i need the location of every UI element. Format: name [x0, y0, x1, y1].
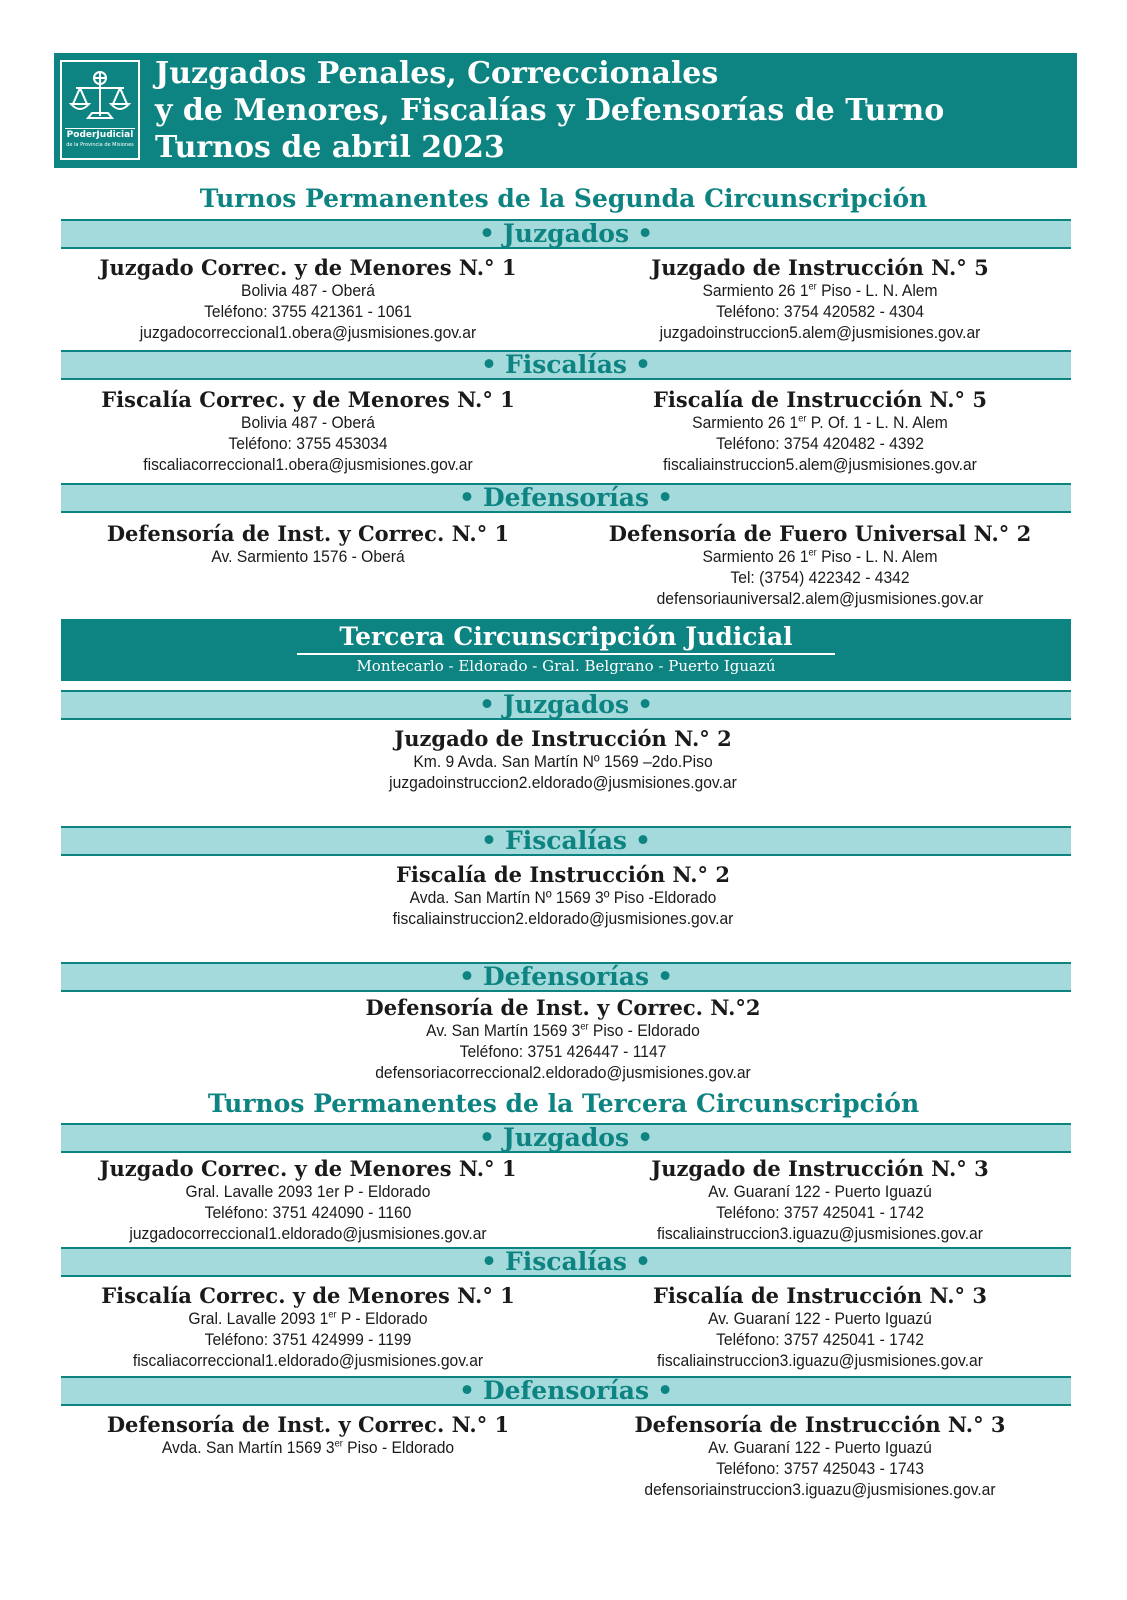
entry-address: Km. 9 Avda. San Martín Nº 1569 –2do.Piso: [413, 752, 713, 771]
entry-name: Defensoría de Fuero Universal N.° 2: [608, 521, 1032, 546]
sec1-juzgado-left: [43, 256, 573, 343]
sec3-fiscalia-left: [43, 1284, 573, 1371]
entry-email[interactable]: fiscaliainstruccion3.iguazu@jusmisiones.gov.ar: [657, 1224, 983, 1243]
entry-name: Fiscalía Correc. y de Menores N.° 1: [101, 387, 515, 412]
entry-address: Sarmiento 26 1er Piso - L. N. Alem: [702, 281, 938, 300]
entry-phone: Teléfono: 3754 420482 - 4392: [716, 434, 924, 453]
entry-email[interactable]: defensoriauniversal2.alem@jusmisiones.gov.ar: [656, 589, 984, 608]
entry-name: Fiscalía de Instrucción N.° 2: [395, 862, 730, 887]
entry-name: Juzgado Correc. y de Menores N.° 1: [99, 255, 517, 280]
entry-phone: Teléfono: 3751 426447 - 1147: [459, 1042, 667, 1061]
bar-label: Fiscalías: [504, 350, 627, 379]
sec2-fiscalia: [298, 863, 828, 929]
title-line3: Turnos de abril 2023: [155, 130, 505, 165]
entry-email[interactable]: fiscaliainstruccion2.eldorado@jusmisiones.gov.ar: [392, 909, 734, 928]
title-line1: Juzgados Penales, Correccionales: [155, 56, 719, 91]
entry-address: Av. Guaraní 122 - Puerto Iguazú: [708, 1182, 932, 1201]
sec3-fiscalia-right: [555, 1284, 1085, 1371]
sec2-fiscalias-bar: • Fiscalías •: [61, 826, 1071, 856]
entry-phone: Teléfono: 3751 424090 - 1160: [204, 1203, 412, 1222]
entry-email[interactable]: fiscaliainstruccion3.iguazu@jusmisiones.gov.ar: [657, 1351, 983, 1370]
entry-phone: Teléfono: 3757 425041 - 1742: [716, 1203, 924, 1222]
entry-email[interactable]: defensoriacorreccional2.eldorado@jusmisiones.gov.ar: [375, 1063, 751, 1082]
entry-name: Fiscalía de Instrucción N.° 3: [652, 1283, 987, 1308]
entry-name: Juzgado de Instrucción N.° 5: [651, 255, 989, 280]
sec3-defensoria-right: [555, 1413, 1085, 1500]
entry-address: Av. Sarmiento 1576 - Oberá: [211, 547, 405, 566]
sec3-defensoria-left: [43, 1413, 573, 1458]
entry-email[interactable]: fiscaliainstruccion5.alem@jusmisiones.gov.ar: [663, 455, 977, 474]
entry-name: Juzgado Correc. y de Menores N.° 1: [99, 1156, 517, 1181]
logo-caption: [65, 128, 135, 155]
sec3-juzgado-right: [555, 1157, 1085, 1244]
entry-name: Fiscalía Correc. y de Menores N.° 1: [101, 1283, 515, 1308]
scales-of-justice-icon: [68, 68, 132, 126]
entry-address: Av. Guaraní 122 - Puerto Iguazú: [708, 1309, 932, 1328]
sec3-juzgados-bar: • Juzgados •: [61, 1123, 1071, 1153]
entry-phone: Teléfono: 3755 453034: [228, 434, 388, 453]
sec3-fiscalias-bar: • Fiscalías •: [61, 1247, 1071, 1277]
entry-email[interactable]: juzgadocorreccional1.obera@jusmisiones.gov.ar: [139, 323, 477, 342]
entry-address: Bolivia 487 - Oberá: [241, 413, 375, 432]
page-header: [54, 53, 1077, 168]
bar-label: Juzgados: [502, 1123, 630, 1152]
entry-email[interactable]: juzgadoinstruccion2.eldorado@jusmisiones.gov.ar: [389, 773, 737, 792]
bar-label: Fiscalías: [504, 1247, 627, 1276]
bar-label: Juzgados: [502, 690, 630, 719]
sec3-title: Turnos Permanentes de la Tercera Circunscripción: [207, 1089, 920, 1118]
sec3-defensorias-bar: • Defensorías •: [61, 1376, 1071, 1406]
entry-phone: Teléfono: 3754 420582 - 4304: [716, 302, 924, 321]
entry-name: Defensoría de Instrucción N.° 3: [634, 1412, 1006, 1437]
entry-email[interactable]: juzgadocorreccional1.eldorado@jusmisiones.gov.ar: [129, 1224, 487, 1243]
bar-label: Defensorías: [482, 962, 650, 991]
sec2-defensorias-bar: • Defensorías •: [61, 962, 1071, 992]
logo-line2: de la Provincia de Misiones: [66, 142, 134, 148]
entry-address: Avda. San Martín Nº 1569 3º Piso -Eldorado: [409, 888, 717, 907]
entry-name: Defensoría de Inst. y Correc. N.°2: [365, 995, 761, 1020]
entry-address: Sarmiento 26 1er P. Of. 1 - L. N. Alem: [692, 413, 948, 432]
entry-phone: Tel: (3754) 422342 - 4342: [730, 568, 910, 587]
entry-phone: Teléfono: 3757 425041 - 1742: [716, 1330, 924, 1349]
bar-label: Fiscalías: [504, 826, 627, 855]
entry-name: Juzgado de Instrucción N.° 3: [651, 1156, 989, 1181]
entry-email[interactable]: juzgadoinstruccion5.alem@jusmisiones.gov.ar: [659, 323, 981, 342]
sec1-juzgado-right: [555, 256, 1085, 343]
bar-label: Defensorías: [482, 483, 650, 512]
sec1-fiscalia-left: [43, 388, 573, 475]
entry-email[interactable]: fiscaliacorreccional1.eldorado@jusmisiones.gov.ar: [132, 1351, 484, 1370]
entry-address: Av. Guaraní 122 - Puerto Iguazú: [708, 1438, 932, 1457]
entry-email[interactable]: fiscaliacorreccional1.obera@jusmisiones.gov.ar: [143, 455, 473, 474]
entry-name: Juzgado de Instrucción N.° 2: [394, 726, 732, 751]
sec2-juzgados-bar: • Juzgados •: [61, 690, 1071, 720]
entry-name: Defensoría de Inst. y Correc. N.° 1: [106, 1412, 510, 1437]
sec3-juzgado-left: [43, 1157, 573, 1244]
entry-phone: Teléfono: 3755 421361 - 1061: [204, 302, 412, 321]
poder-judicial-logo: [60, 60, 140, 160]
sec2-juzgado: [298, 727, 828, 793]
entry-name: Defensoría de Inst. y Correc. N.° 1: [106, 521, 510, 546]
entry-address: Av. San Martín 1569 3er Piso - Eldorado: [426, 1021, 700, 1040]
sec1-defensoria-left: [43, 522, 573, 567]
sec2-banner: [61, 619, 1071, 681]
sec1-title: Turnos Permanentes de la Segunda Circunscripción: [199, 184, 928, 213]
bar-label: Juzgados: [502, 219, 630, 248]
entry-phone: Teléfono: 3751 424999 - 1199: [204, 1330, 412, 1349]
sec1-fiscalias-bar: • Fiscalías •: [61, 350, 1071, 380]
sec1-defensorias-bar: • Defensorías •: [61, 483, 1071, 513]
entry-address: Avda. San Martín 1569 3er Piso - Eldorado: [161, 1438, 455, 1457]
sec2-subtitle: Montecarlo - Eldorado - Gral. Belgrano - Puerto Iguazú: [356, 657, 776, 675]
logo-line1: PoderJudicial: [66, 130, 134, 140]
sec2-defensoria: [298, 996, 828, 1083]
page-title: [155, 55, 944, 166]
title-line2: y de Menores, Fiscalías y Defensorías de Turno: [155, 93, 945, 128]
entry-email[interactable]: defensoriainstruccion3.iguazu@jusmisiones.gov.ar: [644, 1480, 996, 1499]
sec1-defensoria-right: [555, 522, 1085, 609]
entry-address: Bolivia 487 - Oberá: [241, 281, 375, 300]
entry-address: Sarmiento 26 1er Piso - L. N. Alem: [702, 547, 938, 566]
entry-phone: Teléfono: 3757 425043 - 1743: [716, 1459, 924, 1478]
sec1-fiscalia-right: [555, 388, 1085, 475]
sec1-juzgados-bar: • Juzgados •: [61, 219, 1071, 249]
entry-address: Gral. Lavalle 2093 1er P - Eldorado: [185, 1182, 431, 1201]
entry-address: Gral. Lavalle 2093 1er P - Eldorado: [188, 1309, 428, 1328]
entry-name: Fiscalía de Instrucción N.° 5: [652, 387, 987, 412]
sec2-title: Tercera Circunscripción Judicial: [339, 622, 793, 651]
bar-label: Defensorías: [482, 1376, 650, 1405]
